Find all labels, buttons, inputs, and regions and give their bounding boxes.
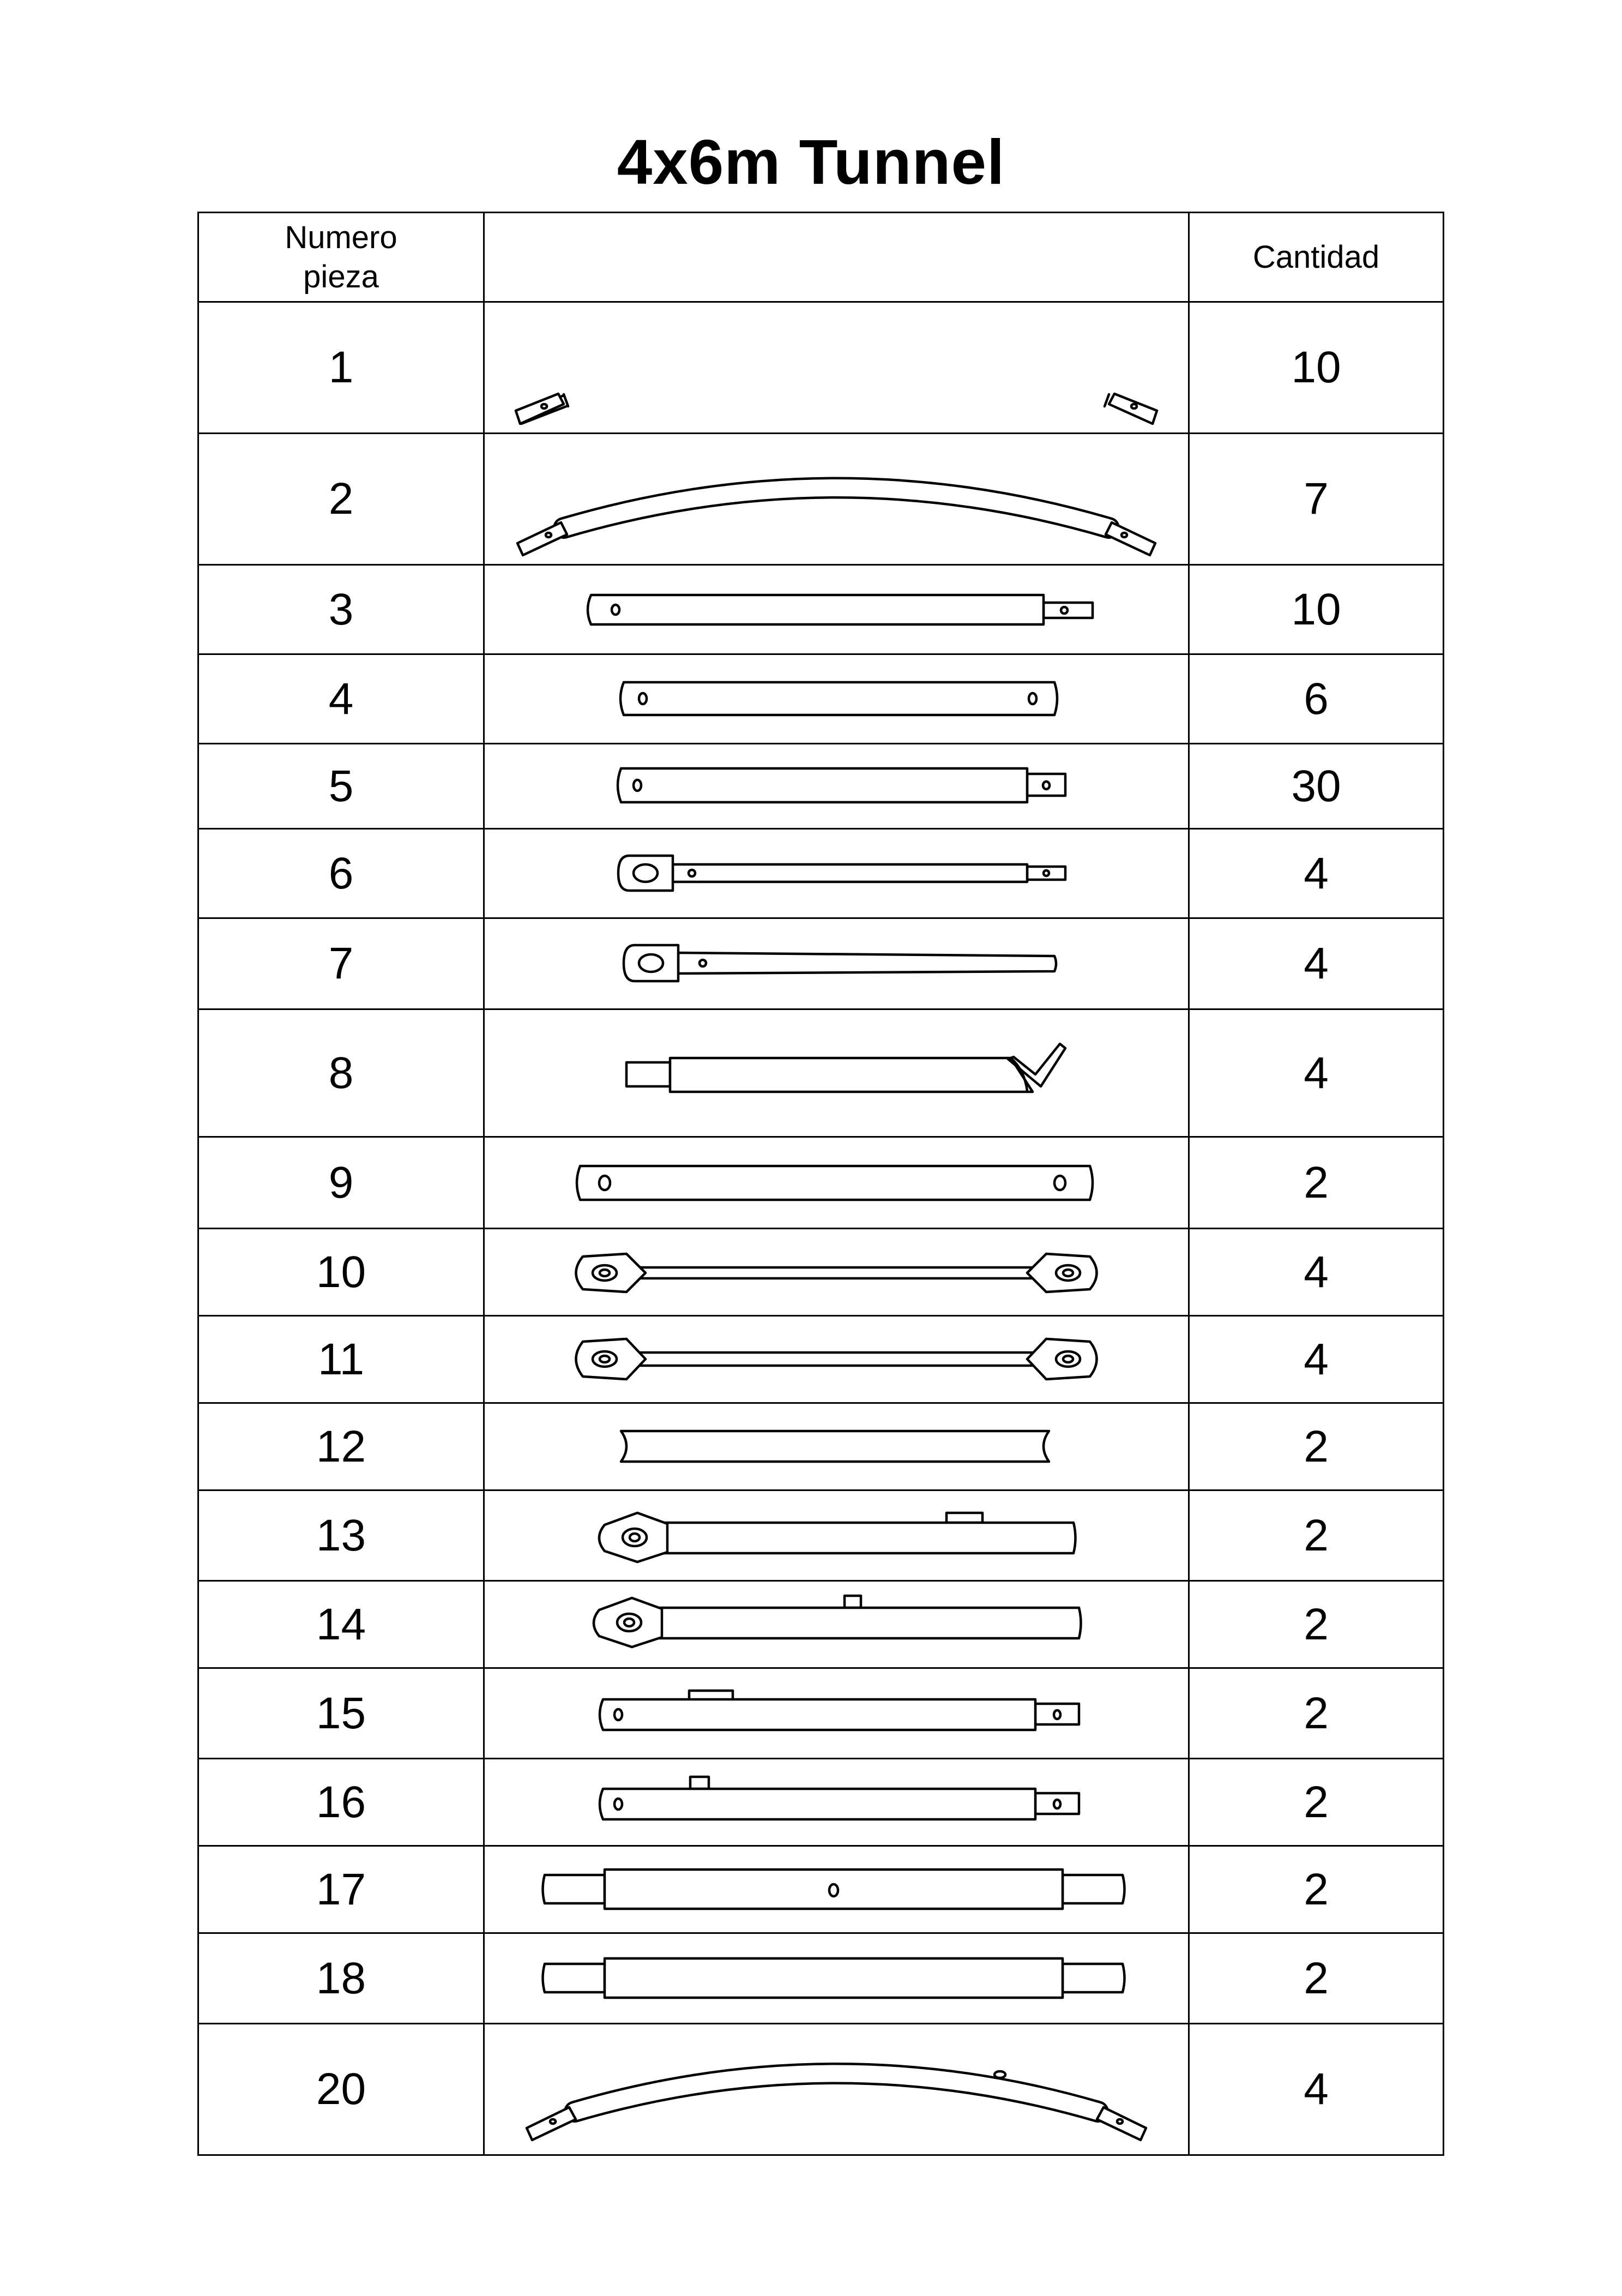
part-number: 2 xyxy=(198,434,484,565)
tube-with-two-pins-icon xyxy=(487,1934,1185,2023)
tube-with-two-pins-center-hole-icon xyxy=(487,1847,1185,1932)
part-number: 18 xyxy=(198,1933,484,2024)
part-drawing xyxy=(484,654,1189,744)
part-drawing xyxy=(484,2024,1189,2155)
part-quantity: 4 xyxy=(1189,829,1444,918)
part-number: 20 xyxy=(198,2024,484,2155)
part-drawing xyxy=(484,565,1189,654)
table-row xyxy=(198,434,1444,565)
part-number: 7 xyxy=(198,918,484,1009)
straight-tube-with-end-pin-icon xyxy=(487,566,1185,653)
table-row xyxy=(198,744,1444,829)
part-drawing xyxy=(484,918,1189,1009)
long-arc-tube-icon xyxy=(487,303,1185,432)
eyelet-tube-with-small-tab-icon xyxy=(487,1582,1185,1667)
table-row xyxy=(198,1229,1444,1316)
part-drawing xyxy=(484,1490,1189,1581)
part-quantity: 2 xyxy=(1189,1668,1444,1759)
table-row xyxy=(198,1490,1444,1581)
part-number: 13 xyxy=(198,1490,484,1581)
table-row xyxy=(198,1009,1444,1137)
straight-tube-with-end-pin-icon xyxy=(487,744,1185,828)
part-drawing xyxy=(484,1581,1189,1668)
part-quantity: 2 xyxy=(1189,1490,1444,1581)
part-number: 4 xyxy=(198,654,484,744)
part-drawing xyxy=(484,744,1189,829)
document-title: 4x6m Tunnel xyxy=(617,127,1005,197)
part-quantity: 2 xyxy=(1189,1137,1444,1229)
part-number: 10 xyxy=(198,1229,484,1316)
part-number: 12 xyxy=(198,1403,484,1490)
part-drawing xyxy=(484,434,1189,565)
part-drawing xyxy=(484,1846,1189,1933)
part-quantity: 2 xyxy=(1189,1846,1444,1933)
part-quantity: 30 xyxy=(1189,744,1444,829)
part-drawing xyxy=(484,302,1189,434)
part-quantity: 4 xyxy=(1189,2024,1444,2155)
table-row xyxy=(198,1933,1444,2024)
part-drawing xyxy=(484,829,1189,918)
part-drawing xyxy=(484,1009,1189,1137)
part-drawing xyxy=(484,1933,1189,2024)
notched-tube-icon xyxy=(487,1404,1185,1489)
part-number: 8 xyxy=(198,1009,484,1137)
table-row xyxy=(198,1316,1444,1403)
part-quantity: 2 xyxy=(1189,1759,1444,1846)
double-eyelet-rod-icon xyxy=(487,1229,1185,1315)
tube-with-hook-icon xyxy=(487,1010,1185,1136)
part-number: 16 xyxy=(198,1759,484,1846)
part-number: 1 xyxy=(198,302,484,434)
table-row xyxy=(198,1668,1444,1759)
arc-tube-icon xyxy=(487,434,1185,564)
tube-with-tab-and-pin-icon xyxy=(487,1669,1185,1758)
thick-tube-two-holes-icon xyxy=(487,1138,1185,1228)
straight-tube-two-holes-icon xyxy=(487,655,1185,743)
table-row xyxy=(198,1137,1444,1229)
tube-with-small-tab-and-pin-icon xyxy=(487,1759,1185,1845)
table-row xyxy=(198,1403,1444,1490)
table-header-row xyxy=(198,213,1444,302)
part-drawing xyxy=(484,1668,1189,1759)
part-drawing xyxy=(484,1137,1189,1229)
table-row xyxy=(198,918,1444,1009)
table-row xyxy=(198,654,1444,744)
part-number: 5 xyxy=(198,744,484,829)
part-quantity: 4 xyxy=(1189,1229,1444,1316)
part-number: 14 xyxy=(198,1581,484,1668)
part-quantity: 10 xyxy=(1189,302,1444,434)
part-quantity: 7 xyxy=(1189,434,1444,565)
header-part-number: Numero pieza xyxy=(198,213,484,302)
table-row xyxy=(198,2024,1444,2155)
table-row xyxy=(198,829,1444,918)
table-row xyxy=(198,1581,1444,1668)
part-quantity: 4 xyxy=(1189,918,1444,1009)
part-number: 11 xyxy=(198,1316,484,1403)
double-eyelet-rod-icon xyxy=(487,1317,1185,1402)
part-drawing xyxy=(484,1759,1189,1846)
part-number: 17 xyxy=(198,1846,484,1933)
part-number: 3 xyxy=(198,565,484,654)
part-number: 15 xyxy=(198,1668,484,1759)
rod-with-eyelet-and-pin-icon xyxy=(487,830,1185,917)
parts-table xyxy=(197,212,1444,2156)
part-quantity: 4 xyxy=(1189,1009,1444,1137)
part-quantity: 2 xyxy=(1189,1581,1444,1668)
part-drawing xyxy=(484,1403,1189,1490)
header-drawing xyxy=(484,213,1189,302)
table-row xyxy=(198,1846,1444,1933)
part-quantity: 4 xyxy=(1189,1316,1444,1403)
rod-with-eyelet-icon xyxy=(487,919,1185,1008)
part-drawing xyxy=(484,1229,1189,1316)
part-number: 6 xyxy=(198,829,484,918)
part-number: 9 xyxy=(198,1137,484,1229)
part-drawing xyxy=(484,1316,1189,1403)
header-quantity: Cantidad xyxy=(1189,213,1444,302)
part-quantity: 10 xyxy=(1189,565,1444,654)
part-quantity: 2 xyxy=(1189,1403,1444,1490)
table-row xyxy=(198,565,1444,654)
part-quantity: 6 xyxy=(1189,654,1444,744)
part-quantity: 2 xyxy=(1189,1933,1444,2024)
table-row xyxy=(198,1759,1444,1846)
table-row xyxy=(198,302,1444,434)
eyelet-tube-with-tab-icon xyxy=(487,1491,1185,1580)
arc-tube-center-hole-icon xyxy=(487,2024,1185,2154)
